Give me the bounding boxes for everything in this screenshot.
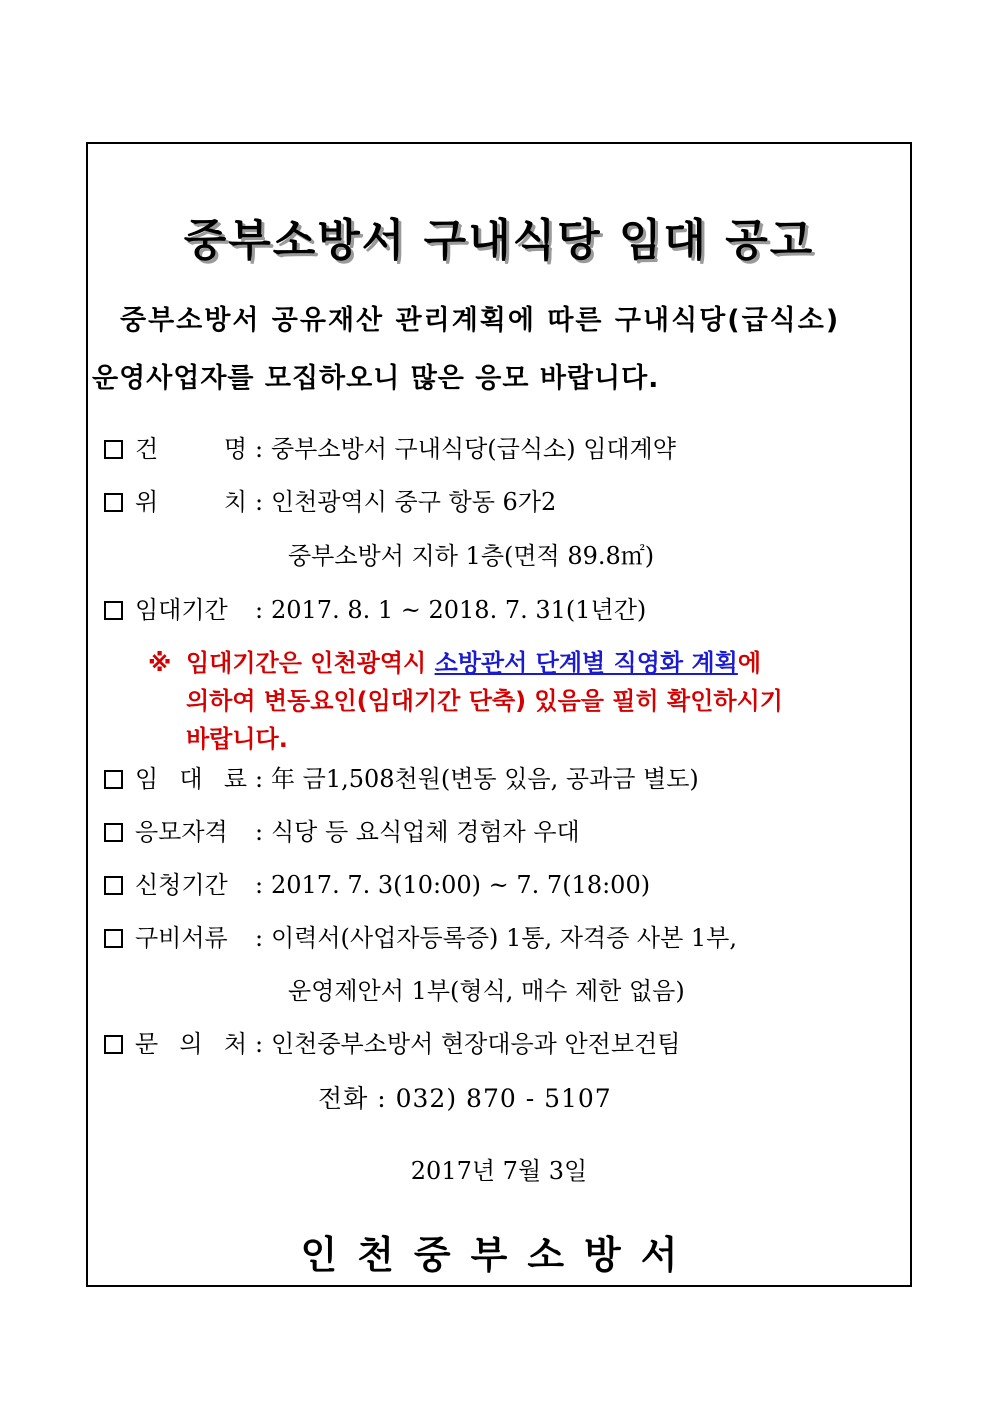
item-label: 위 치 <box>135 488 247 516</box>
intro-line-1: 중부소방서 공유재산 관리계획에 따른 구내식당(급식소) <box>120 305 841 336</box>
item-location: 위 치 : 인천광역시 중구 항동 6가2 <box>104 485 556 519</box>
checkbox-icon <box>104 929 123 948</box>
checkbox-icon <box>104 770 123 789</box>
item-value: 2017. 8. 1 ~ 2018. 7. 31(1년간) <box>271 596 647 624</box>
item-value: 인천광역시 중구 항동 6가2 <box>271 488 557 516</box>
item-name: 건 명 : 중부소방서 구내식당(급식소) 임대계약 <box>104 432 676 466</box>
item-documents: 구비서류 : 이력서(사업자등록증) 1통, 자격증 사본 1부, <box>104 921 737 955</box>
notice-date: 2017년 7월 3일 <box>410 1157 588 1185</box>
item-contact: 문 의 처 : 인천중부소방서 현장대응과 안전보건팀 <box>104 1027 680 1061</box>
checkbox-icon <box>104 440 123 459</box>
checkbox-icon <box>104 493 123 512</box>
lease-note <box>148 644 888 758</box>
notice-title: 중부소방서 구내식당 임대 공고 <box>183 215 815 266</box>
item-label: 건 명 <box>135 435 247 463</box>
item-value: 식당 등 요식업체 경험자 우대 <box>271 818 580 846</box>
item-value: 2017. 7. 3(10:00) ~ 7. 7(18:00) <box>271 871 651 899</box>
note-line-1: 임대기간은 인천광역시 소방관서 단계별 직영화 계획에 <box>186 649 762 677</box>
item-application-period: 신청기간 : 2017. 7. 3(10:00) ~ 7. 7(18:00) <box>104 868 650 902</box>
item-rent: 임 대 료 : 年 금1,508천원(변동 있음, 공과금 별도) <box>104 762 699 796</box>
issuing-organization: 인천중부소방서 <box>300 1233 698 1277</box>
item-value: 年 금1,508천원(변동 있음, 공과금 별도) <box>271 765 699 793</box>
checkbox-icon <box>104 601 123 620</box>
item-value: 중부소방서 구내식당(급식소) 임대계약 <box>271 435 676 463</box>
item-label: 신청기간 <box>135 871 228 899</box>
reference-mark-icon: ※ <box>148 649 172 677</box>
item-location-cont: 중부소방서 지하 1층(면적 89.8㎡) <box>288 542 655 570</box>
item-label: 임 대 료 <box>135 765 247 793</box>
item-label: 응모자격 <box>135 818 228 846</box>
item-label: 임대기간 <box>135 596 228 624</box>
item-label: 문 의 처 <box>135 1030 247 1058</box>
checkbox-icon <box>104 1035 123 1054</box>
note-line-3: 바랍니다. <box>186 725 288 753</box>
item-documents-cont: 운영제안서 1부(형식, 매수 제한 없음) <box>288 977 685 1005</box>
contact-phone: 전화 : 032) 870 - 5107 <box>318 1084 612 1113</box>
checkbox-icon <box>104 876 123 895</box>
notice-frame <box>86 142 912 1287</box>
plan-link: 소방관서 단계별 직영화 계획 <box>434 649 738 677</box>
note-line-2: 의하여 변동요인(임대기간 단축) 있음을 필히 확인하시기 <box>186 687 783 715</box>
item-value: 이력서(사업자등록증) 1통, 자격증 사본 1부, <box>271 924 737 952</box>
item-label: 구비서류 <box>135 924 228 952</box>
item-value: 인천중부소방서 현장대응과 안전보건팀 <box>271 1030 681 1058</box>
item-lease-period: 임대기간 : 2017. 8. 1 ~ 2018. 7. 31(1년간) <box>104 593 646 627</box>
checkbox-icon <box>104 823 123 842</box>
intro-line-2: 운영사업자를 모집하오니 많은 응모 바랍니다. <box>92 363 660 394</box>
item-qualification: 응모자격 : 식당 등 요식업체 경험자 우대 <box>104 815 580 849</box>
intro-paragraph <box>92 292 908 408</box>
